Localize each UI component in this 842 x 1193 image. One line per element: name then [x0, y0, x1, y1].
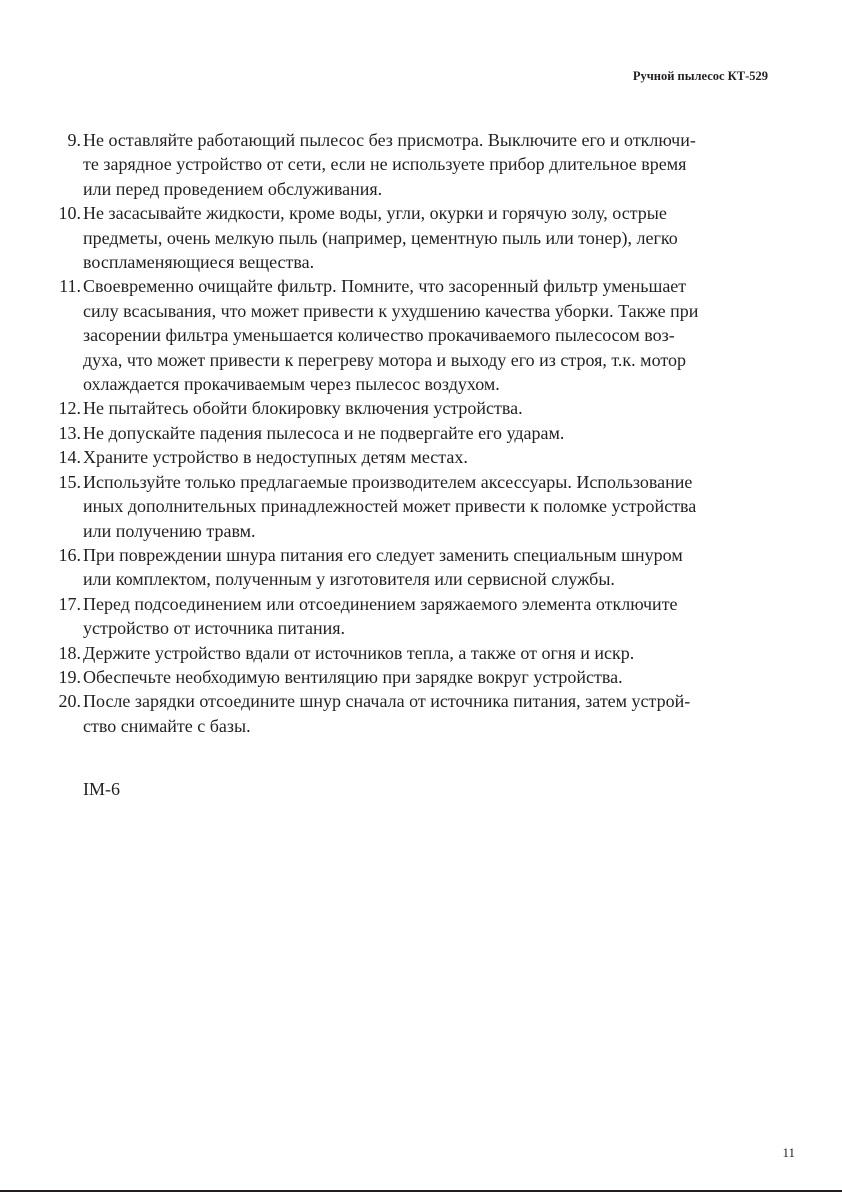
instruction-number: 20.: [58, 691, 81, 712]
instruction-number: 17.: [58, 593, 81, 614]
page-number: 11: [782, 1145, 795, 1160]
instruction-text-line: ство снимайте с базы.: [83, 715, 251, 736]
instruction-number: 15.: [58, 471, 81, 492]
instruction-text-line: Используйте только предлагаемые производителем аксессуары. Использование: [83, 471, 693, 492]
instruction-text-line: или получению травм.: [83, 520, 256, 541]
instruction-text-line: Не засасывайте жидкости, кроме воды, угли, окурки и горячую золу, острые: [83, 203, 667, 224]
instruction-item: [48, 641, 778, 665]
instruction-item: [48, 421, 778, 445]
instruction-text-line: Своевременно очищайте фильтр. Помните, что засоренный фильтр уменьшает: [83, 276, 687, 297]
instruction-text-line: При повреждении шнура питания его следует заменить специальным шнуром: [83, 544, 683, 565]
instruction-text-line: засорении фильтра уменьшается количество прокачиваемого пылесосом воз-: [83, 325, 675, 346]
instruction-item: [48, 201, 778, 274]
instruction-text-line: духа, что может привести к перегреву мотора и выходу его из строя, т.к. мотор: [83, 349, 686, 370]
instruction-number: 10.: [58, 203, 81, 224]
instruction-item: [48, 396, 778, 420]
instruction-item: [48, 665, 778, 689]
instruction-item: [48, 470, 778, 543]
instruction-text-line: Не допускайте падения пылесоса и не подвергайте его ударам.: [83, 422, 565, 443]
instruction-number: 16.: [58, 544, 81, 565]
safety-instructions-list: [48, 128, 778, 738]
document-code: IM-6: [83, 779, 120, 799]
instruction-item: [48, 128, 778, 201]
instruction-text-line: Обеспечьте необходимую вентиляцию при зарядке вокруг устройства.: [83, 666, 623, 687]
instruction-item: [48, 445, 778, 469]
instruction-number: 12.: [58, 398, 81, 419]
instruction-text-line: Держите устройство вдали от источников тепла, а также от огня и искр.: [83, 642, 635, 663]
instruction-text-line: После зарядки отсоедините шнур сначала от источника питания, затем устрой-: [83, 691, 691, 712]
instruction-number: 14.: [58, 447, 81, 468]
instruction-text-line: силу всасывания, что может привести к ухудшению качества уборки. Также при: [83, 300, 699, 321]
instruction-text-line: устройство от источника питания.: [83, 618, 346, 639]
instruction-number: 13.: [58, 422, 81, 443]
instruction-item: [48, 689, 778, 738]
instruction-number: 18.: [58, 642, 81, 663]
instruction-text-line: те зарядное устройство от сети, если не используете прибор длительное время: [83, 154, 687, 175]
instruction-text-line: охлаждается прокачиваемым через пылесос воздухом.: [83, 374, 500, 395]
instruction-text-line: Не пытайтесь обойти блокировку включения устройства.: [83, 398, 523, 419]
instruction-text-line: Перед подсоединением или отсоединением заряжаемого элемента отключите: [83, 593, 678, 614]
instruction-number: 19.: [58, 666, 81, 687]
instruction-text-line: иных дополнительных принадлежностей может привести к поломке устройства: [83, 496, 697, 517]
instruction-text-line: предметы, очень мелкую пыль (например, цементную пыль или тонер), легко: [83, 227, 678, 248]
instruction-text-line: Не оставляйте работающий пылесос без присмотра. Выключите его и отключи-: [83, 130, 696, 150]
instruction-text-line: Храните устройство в недоступных детям местах.: [83, 447, 468, 468]
instruction-text-line: или перед проведением обслуживания.: [83, 178, 383, 199]
instruction-item: [48, 592, 778, 641]
instruction-number: 9.: [67, 130, 81, 150]
instruction-text-line: или комплектом, полученным у изготовителя или сервисной службы.: [83, 569, 615, 590]
instruction-number: 11.: [59, 276, 81, 297]
instruction-text-line: воспламеняющиеся вещества.: [83, 252, 315, 273]
instruction-item: [48, 274, 778, 396]
instruction-item: [48, 543, 778, 592]
bottom-divider: [0, 1190, 842, 1192]
running-header: Ручной пылесос КТ-529: [632, 69, 768, 83]
